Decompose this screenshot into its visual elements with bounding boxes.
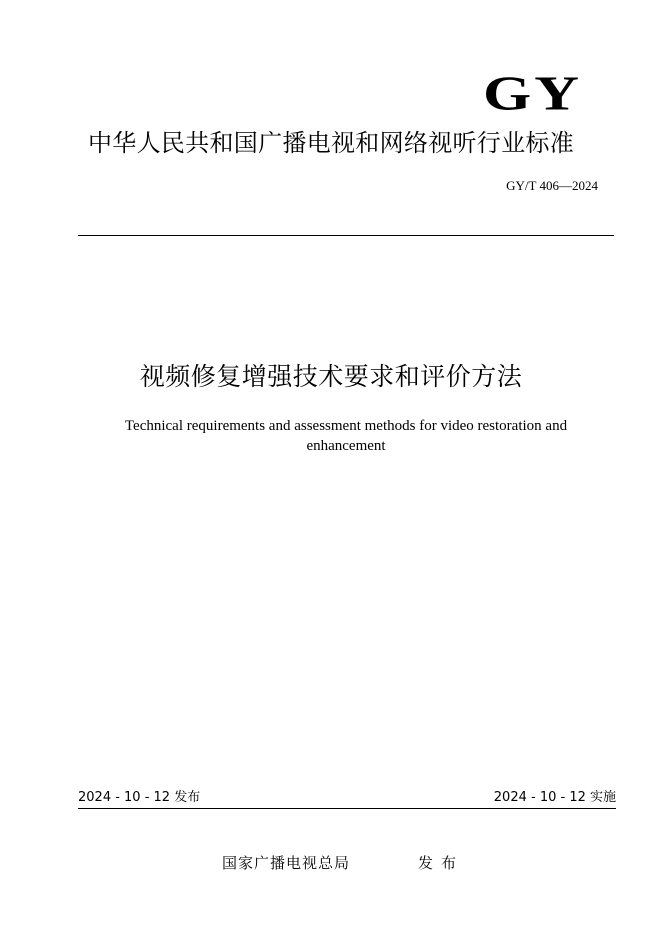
- footer-divider: [78, 808, 616, 809]
- publisher-name: 国家广播电视总局: [222, 854, 351, 872]
- header-divider: [78, 235, 614, 236]
- issue-date: 2024 - 10 - 12 发布: [78, 790, 201, 805]
- gy-logo: GY: [483, 67, 582, 121]
- standard-category-title: 中华人民共和国广播电视和网络视听行业标准: [88, 129, 574, 157]
- standard-number: GY/T 406—2024: [506, 178, 598, 193]
- document-title-english: Technical requirements and assessment methods for video restoration and enhancement: [124, 418, 568, 454]
- implementation-date: 2024 - 10 - 12 实施: [493, 790, 616, 805]
- document-title-chinese: 视频修复增强技术要求和评价方法: [139, 362, 523, 391]
- publish-label: 发布: [418, 854, 465, 872]
